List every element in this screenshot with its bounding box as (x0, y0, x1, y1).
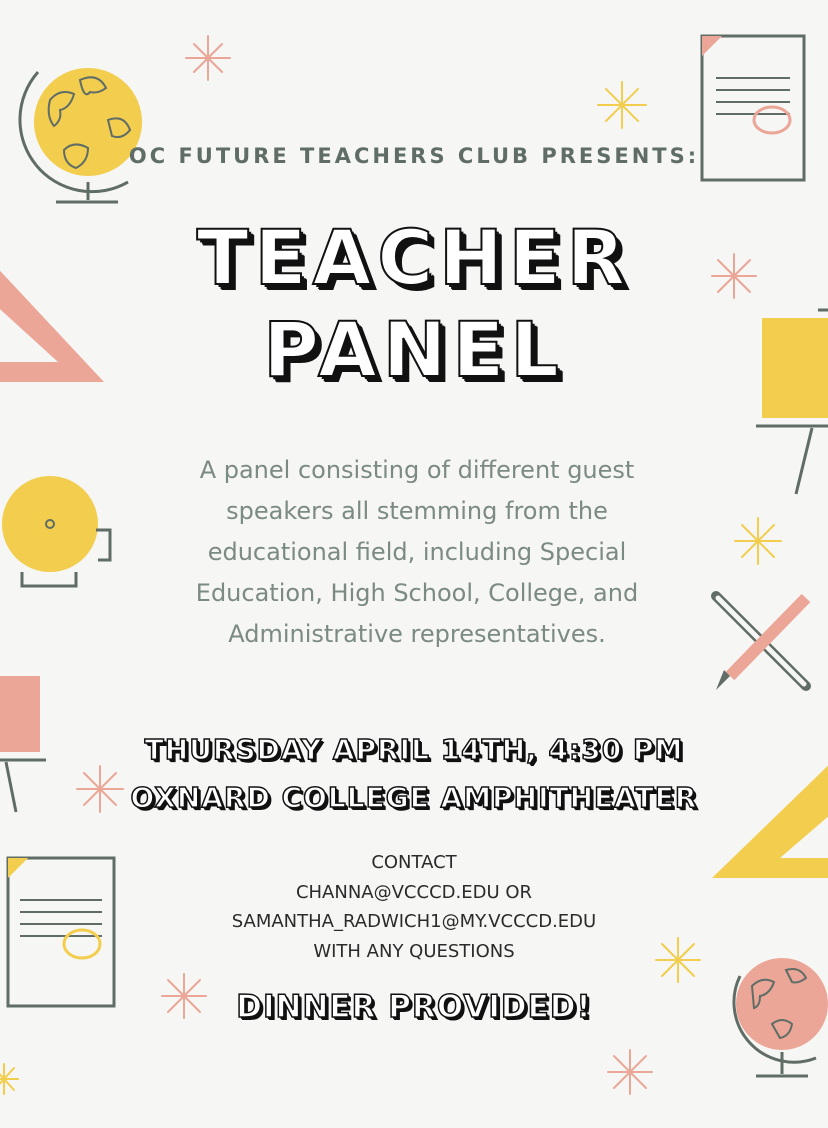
contact-email[interactable]: CHANNA@VCCCD.EDU OR (295, 881, 533, 903)
sparkle-icon (186, 36, 230, 80)
sparkle-icon (735, 518, 781, 564)
sparkle-icon (598, 82, 646, 128)
contact-line: CONTACT (371, 852, 457, 873)
event-location: OXNARD COLLEGE AMPHITHEATER (130, 781, 698, 814)
event-datetime: THURSDAY APRIL 14TH, 4:30 PM (144, 733, 684, 766)
description-line: educational field, including Special (207, 538, 627, 566)
description-line: speakers all stemming from the (226, 497, 608, 525)
dinner-provided: DINNER PROVIDED! (236, 989, 592, 1025)
sparkle-icon (0, 1064, 18, 1094)
presents-heading: OC FUTURE TEACHERS CLUB PRESENTS: (128, 144, 700, 168)
contact-line: WITH ANY QUESTIONS (313, 940, 515, 962)
contact-email[interactable]: SAMANTHA_RADWICH1@MY.VCCCD.EDU (231, 911, 597, 932)
contact-info (0, 848, 828, 966)
description-line: A panel consisting of different guest (199, 456, 635, 484)
title-line-2: PANEL (263, 305, 565, 394)
description (150, 450, 684, 655)
pen-pencil-icon (716, 596, 806, 690)
description-line: Administrative representatives. (228, 620, 606, 648)
title-line-1: TEACHER (196, 213, 632, 302)
globe-icon (20, 68, 142, 202)
description-line: Education, High School, College, and (195, 579, 639, 607)
bell-icon (2, 476, 110, 586)
sparkle-icon (608, 1050, 652, 1094)
